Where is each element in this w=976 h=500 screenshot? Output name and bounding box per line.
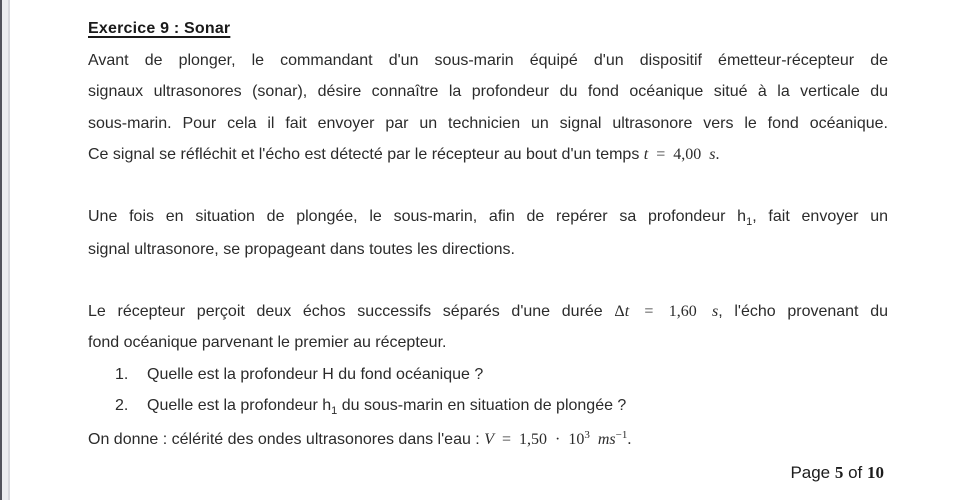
text-segment: sous-marin. Pour cela il fait envoyer par un technicien un signal ultrasonore vers le fond océanique. (88, 114, 888, 132)
text-segment: Page (790, 463, 835, 482)
text-line (88, 108, 888, 140)
text-line (88, 327, 888, 359)
text-segment: 1 (331, 405, 338, 417)
text-line (88, 234, 888, 266)
text-segment: V (484, 430, 494, 448)
text-segment: . (715, 146, 720, 163)
list-number: 2. (115, 397, 129, 414)
text-segment: −1 (615, 428, 628, 441)
list-item (88, 390, 888, 424)
text-line (88, 296, 888, 328)
text-segment: = 4,00 (648, 146, 710, 163)
text-segment: t (624, 302, 630, 320)
text-line (88, 139, 888, 171)
list-item (88, 359, 888, 391)
page-title: Exercice 9 : Sonar (88, 20, 231, 37)
text-segment: Δ (614, 302, 625, 320)
text-segment (590, 431, 598, 448)
text-segment: s (711, 302, 719, 320)
text-line (88, 201, 888, 235)
text-segment: du sous-marin en situation de plongée ? (337, 397, 627, 414)
text-segment: 10 (867, 463, 884, 482)
text-segment: = 1,50 · 10 (493, 430, 585, 448)
question-list (88, 359, 888, 424)
text-segment: On donne : célérité des ondes ultrasonores dans l'eau : (88, 430, 485, 448)
text-segment: Une fois en situation de plongée, le sous-marin, afin de repérer sa profondeur h (88, 207, 747, 225)
text-segment: Quelle est la profondeur h (147, 397, 332, 414)
text-segment: , l'écho provenant du (718, 302, 889, 320)
text-segment: signaux ultrasonores (sonar), désire connaître la profondeur du fond océanique situé à la verticale du (88, 83, 888, 100)
text-segment: = 1,60 (629, 302, 712, 320)
text-segment: . (627, 430, 632, 448)
text-segment: , fait envoyer un (752, 207, 889, 225)
text-segment: of (843, 463, 867, 482)
text-segment: t (643, 146, 649, 163)
document-page (88, 13, 888, 457)
text-segment: 5 (834, 463, 844, 482)
text-segment: ms (597, 430, 616, 448)
text-segment: fond océanique parvenant le premier au récepteur. (88, 334, 447, 351)
text-segment: Le récepteur perçoit deux échos successifs séparés d'une durée (88, 302, 615, 320)
text-segment: s (709, 146, 716, 163)
text-segment: Quelle est la profondeur H du fond océanique ? (147, 365, 484, 383)
text-segment: signal ultrasonore, se propageant dans toutes les directions. (88, 241, 515, 258)
scan-edge-line (8, 0, 10, 500)
text-line (88, 76, 888, 108)
document-body (88, 45, 888, 359)
list-number: 1. (115, 365, 129, 383)
text-line (88, 45, 888, 77)
text-segment: Avant de plonger, le commandant d'un sous-marin équipé d'un dispositif émetteur-récepteur de (88, 51, 888, 69)
given-data-line (88, 424, 888, 458)
paragraph (88, 201, 888, 266)
text-segment: 1 (746, 215, 753, 228)
paragraph (88, 45, 888, 171)
paragraph (88, 296, 888, 359)
text-segment: 3 (584, 428, 590, 441)
text-segment: Ce signal se réfléchit et l'écho est détecté par le récepteur au bout d'un temps (88, 146, 644, 163)
page-number (790, 461, 884, 485)
